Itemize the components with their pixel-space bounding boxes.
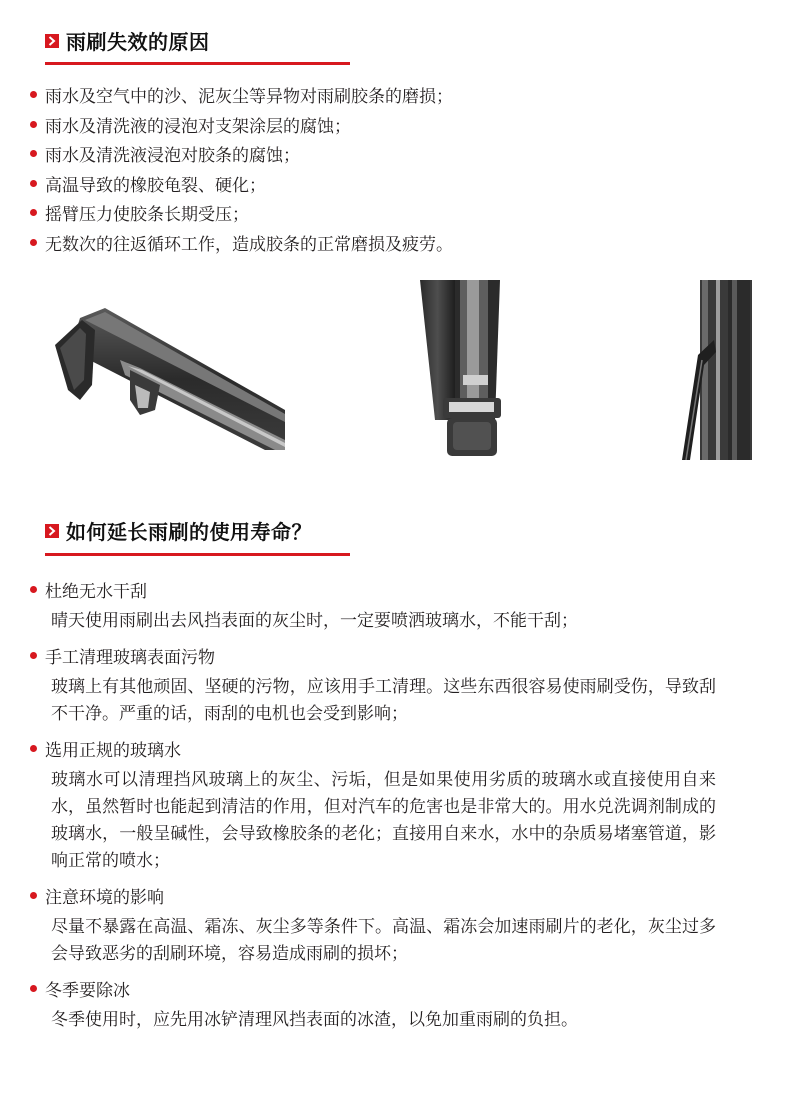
bullet-icon: [30, 239, 37, 246]
tip-heading: 手工清理玻璃表面污物: [45, 648, 215, 668]
section2-title: 如何延长雨刷的使用寿命？: [66, 520, 312, 544]
list-item: 雨水及清洗液浸泡对胶条的腐蚀；: [30, 139, 453, 169]
list-item: [30, 974, 730, 1034]
tip-body: 晴天使用雨刷出去风挡表面的灰尘时，一定要喷洒玻璃水，不能干刮；: [51, 611, 578, 631]
list-item: [30, 575, 730, 635]
list-item: 雨水及空气中的沙、泥灰尘等异物对雨刷胶条的磨损；: [30, 80, 453, 110]
list-item: [30, 881, 730, 968]
bullet-icon: [30, 91, 37, 98]
list-item: 摇臂压力使胶条长期受压；: [30, 198, 453, 228]
causes-list: [30, 80, 453, 257]
tip-body: 尽量不暴露在高温、霜冻、灰尘多等条件下。高温、霜冻会加速雨刷片的老化，灰尘过多会导致恶劣的刮刷环境，容易造成雨刷的损坏；: [51, 917, 716, 964]
bullet-icon: [30, 652, 37, 659]
bullet-icon: [30, 586, 37, 593]
wiper-blade-angled-photo: [50, 290, 285, 460]
bullet-icon: [30, 150, 37, 157]
tip-heading: 杜绝无水干刮: [45, 582, 147, 602]
wiper-blade-end-closeup-photo: [415, 280, 505, 460]
list-item: [30, 734, 730, 875]
tip-body: 玻璃水可以清理挡风玻璃上的灰尘、污垢，但是如果使用劣质的玻璃水或直接使用自来水，虽然暂时也能起到清洁的作用，但对汽车的危害也是非常大的。用水兑洗调剂制成的玻璃水，一般呈碱性，会导致橡胶条的老化；直接用自来水，水中的杂质易堵塞管道，影响正常的喷水；: [51, 770, 716, 871]
tip-body: 玻璃上有其他顽固、坚硬的污物，应该用手工清理。这些东西很容易使雨刷受伤，导致刮不干净。严重的话，雨刮的电机也会受到影响；: [51, 677, 716, 724]
section1-header: [45, 26, 210, 55]
bullet-icon: [30, 180, 37, 187]
bullet-icon: [30, 745, 37, 752]
chevron-right-icon: [45, 524, 59, 538]
list-item: 无数次的往返循环工作，造成胶条的正常磨损及疲劳。: [30, 228, 453, 258]
tips-list: [30, 575, 730, 1040]
list-item: [30, 641, 730, 728]
section1-divider: [45, 62, 350, 65]
list-item: 雨水及清洗液的浸泡对支架涂层的腐蚀；: [30, 110, 453, 140]
section2-header: [45, 516, 312, 545]
section2-divider: [45, 553, 350, 556]
bullet-icon: [30, 209, 37, 216]
bullet-icon: [30, 121, 37, 128]
bullet-icon: [30, 892, 37, 899]
section1-title: 雨刷失效的原因: [66, 30, 210, 54]
chevron-right-icon: [45, 34, 59, 48]
list-item: 高温导致的橡胶龟裂、硬化；: [30, 169, 453, 199]
bullet-icon: [30, 985, 37, 992]
wiper-blade-vertical-photo: [676, 280, 756, 460]
tip-heading: 注意环境的影响: [45, 888, 164, 908]
tip-heading: 冬季要除冰: [45, 981, 130, 1001]
tip-heading: 选用正规的玻璃水: [45, 741, 181, 761]
tip-body: 冬季使用时，应先用冰铲清理风挡表面的冰渣，以免加重雨刷的负担。: [51, 1010, 578, 1030]
